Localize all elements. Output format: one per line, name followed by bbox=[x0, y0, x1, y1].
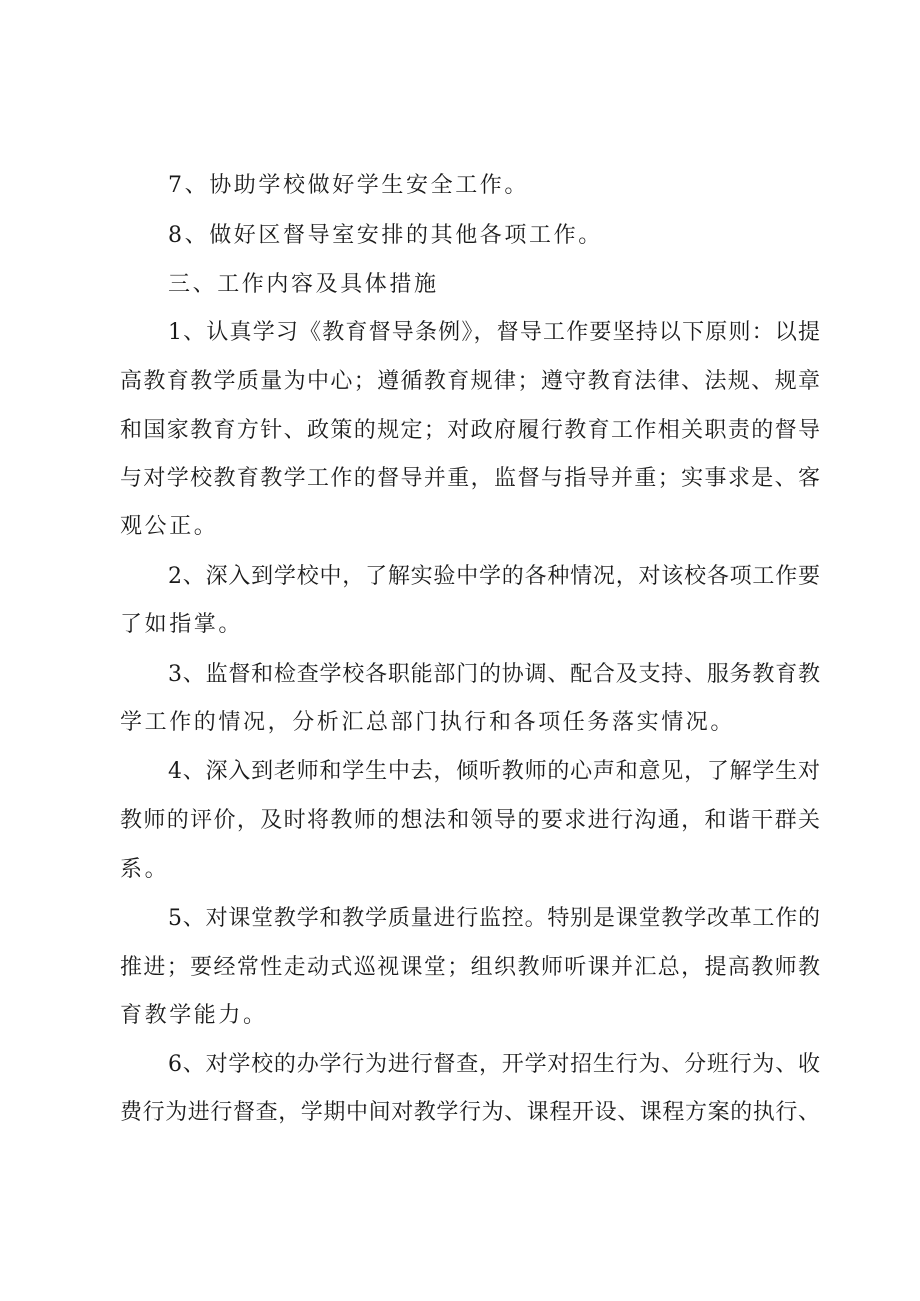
section-heading-3: 三、工作内容及具体措施 bbox=[168, 272, 439, 297]
paragraph-5-line-2: 推进；要经常性走动式巡视课堂；组织教师听课并汇总，提高教师教 bbox=[120, 955, 820, 980]
paragraph-3-line-1: 3、监督和检查学校各职能部门的协调、配合及支持、服务教育教 bbox=[168, 662, 820, 687]
item-7: 7、协助学校做好学生安全工作。 bbox=[168, 173, 529, 198]
paragraph-2-line-1: 2、深入到学校中，了解实验中学的各种情况，对该校各项工作要 bbox=[168, 564, 820, 589]
paragraph-4-line-1: 4、深入到老师和学生中去，倾听教师的心声和意见，了解学生对 bbox=[168, 759, 820, 784]
item-8: 8、做好区督导室安排的其他各项工作。 bbox=[168, 223, 603, 248]
paragraph-1-line-5: 观公正。 bbox=[120, 514, 219, 539]
paragraph-1-line-4: 与对学校教育教学工作的督导并重，监督与指导并重；实事求是、客 bbox=[120, 466, 820, 491]
paragraph-1-line-2: 高教育教学质量为中心；遵循教育规律；遵守教育法律、法规、规章 bbox=[120, 369, 820, 394]
paragraph-2-line-2: 了如指掌。 bbox=[120, 612, 244, 637]
paragraph-5-line-1: 5、对课堂教学和教学质量进行监控。特别是课堂教学改革工作的 bbox=[168, 906, 820, 931]
paragraph-6-line-1: 6、对学校的办学行为进行督查，开学对招生行为、分班行为、收 bbox=[168, 1052, 820, 1077]
paragraph-1-line-3: 和国家教育方针、政策的规定；对政府履行教育工作相关职责的督导 bbox=[120, 418, 820, 443]
paragraph-1-line-1: 1、认真学习《教育督导条例》，督导工作要坚持以下原则：以提 bbox=[168, 320, 820, 345]
paragraph-6-line-2: 费行为进行督查，学期中间对教学行为、课程开设、课程方案的执行、 bbox=[120, 1100, 820, 1125]
paragraph-4-line-2: 教师的评价，及时将教师的想法和领导的要求进行沟通，和谐干群关 bbox=[120, 808, 820, 833]
paragraph-5-line-3: 育教学能力。 bbox=[120, 1003, 268, 1028]
paragraph-4-line-3: 系。 bbox=[120, 857, 170, 882]
paragraph-3-line-2: 学工作的情况，分析汇总部门执行和各项任务落实情况。 bbox=[120, 710, 736, 735]
